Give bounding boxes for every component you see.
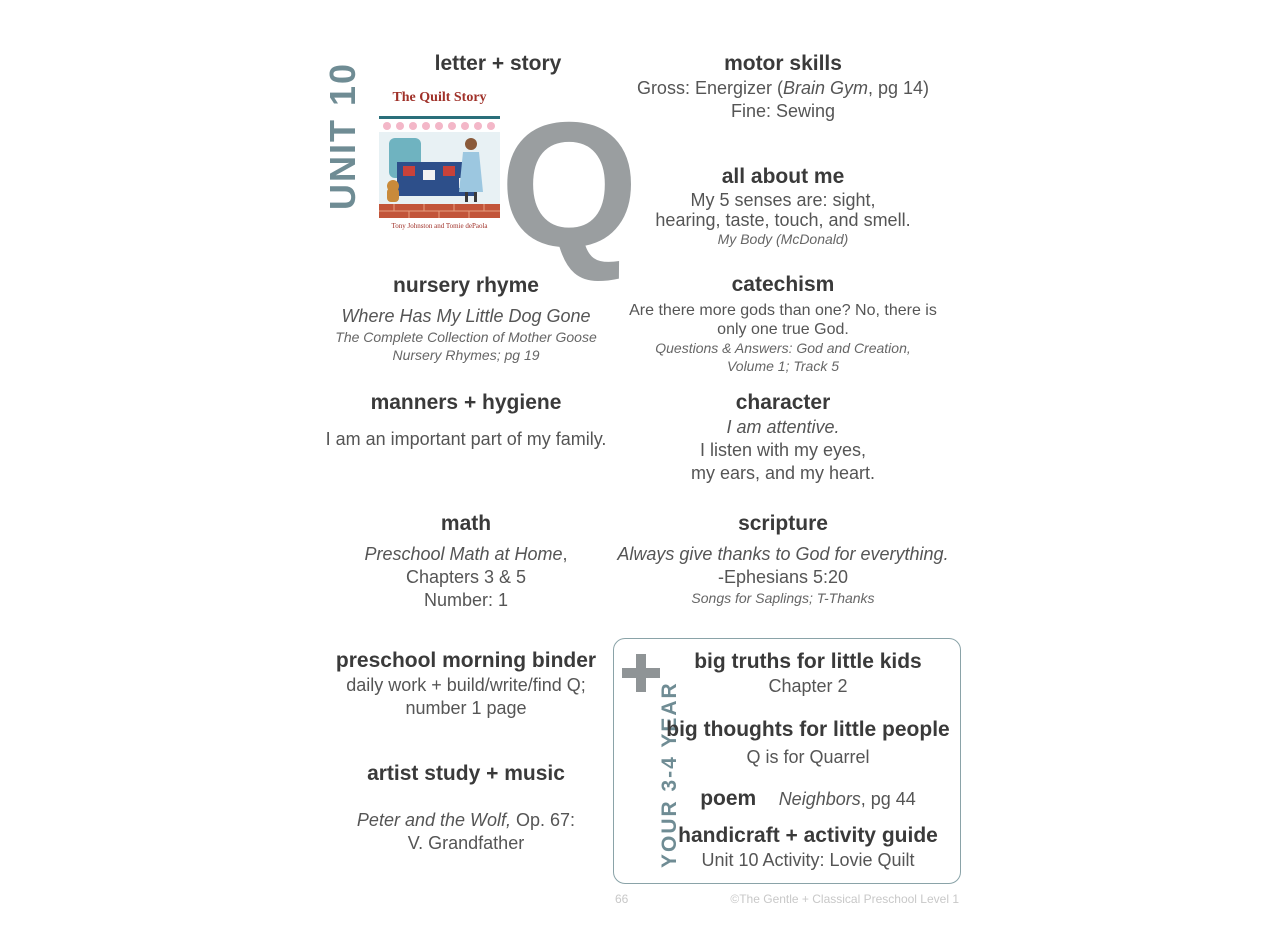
scripture-source: Songs for Saplings; T-Thanks <box>691 590 875 606</box>
three-four-year-label: YOUR 3-4 YEAR <box>658 681 681 868</box>
math-section <box>306 511 626 612</box>
motor-skills-gross: Gross: Energizer (Brain Gym, pg 14) <box>636 78 930 98</box>
featured-letter: Q <box>500 85 639 284</box>
poem-section <box>660 786 956 812</box>
scripture-heading: scripture <box>738 512 828 535</box>
big-thoughts-line1: Q is for Quarrel <box>746 747 870 767</box>
artist-section <box>306 761 626 855</box>
manners-line1: I am an important part of my family. <box>325 429 607 449</box>
scripture-section <box>608 511 958 607</box>
poem-heading: poem <box>700 787 757 810</box>
all-about-me-line2: hearing, taste, touch, and smell. <box>655 210 911 230</box>
all-about-me-line1: My 5 senses are: sight, <box>690 190 876 210</box>
catechism-heading: catechism <box>731 273 835 296</box>
nursery-rhyme-source2: Nursery Rhymes; pg 19 <box>392 347 540 363</box>
motor-skills-fine: Fine: Sewing <box>730 101 836 121</box>
binder-line1: daily work + build/write/find Q; <box>346 675 586 695</box>
math-heading: math <box>440 512 492 535</box>
catechism-source1: Questions & Answers: God and Creation, <box>655 340 911 356</box>
page-number: 66 <box>615 892 629 906</box>
nursery-rhyme-section <box>306 273 626 364</box>
math-line2: Chapters 3 & 5 <box>405 567 527 587</box>
catechism-section <box>618 272 948 375</box>
handicraft-section <box>660 823 956 872</box>
character-heading: character <box>735 391 831 414</box>
book-cover-authors: Tony Johnston and Tomie dePaola <box>391 222 488 230</box>
handicraft-heading: handicraft + activity guide <box>678 824 938 847</box>
all-about-me-heading: all about me <box>721 165 845 188</box>
poem-line1: Neighbors, pg 44 <box>778 789 916 809</box>
big-thoughts-heading: big thoughts for little people <box>666 718 950 741</box>
character-line1: I am attentive. <box>726 417 840 437</box>
math-line3: Number: 1 <box>423 590 509 610</box>
book-cover <box>379 88 500 234</box>
nursery-rhyme-heading: nursery rhyme <box>393 274 539 297</box>
nursery-rhyme-source1: The Complete Collection of Mother Goose <box>335 329 597 345</box>
book-cover-illustration <box>379 88 500 234</box>
catechism-line1: Are there more gods than one? No, there is <box>629 302 937 319</box>
character-section <box>618 390 948 485</box>
nursery-rhyme-title: Where Has My Little Dog Gone <box>341 306 591 326</box>
manners-heading: manners + hygiene <box>370 391 562 414</box>
motor-skills-section <box>618 51 948 123</box>
scripture-verse: Always give thanks to God for everything. <box>617 544 949 564</box>
binder-section <box>306 648 626 720</box>
catechism-line2: only one true God. <box>717 321 849 338</box>
character-line2: I listen with my eyes, <box>699 440 867 460</box>
binder-line2: number 1 page <box>405 698 527 718</box>
big-thoughts-section <box>660 717 956 769</box>
artist-line1: Peter and the Wolf, Op. 67: <box>356 810 576 830</box>
big-truths-section <box>660 649 956 698</box>
big-truths-line1: Chapter 2 <box>768 676 848 696</box>
character-line3: my ears, and my heart. <box>690 463 876 483</box>
binder-heading: preschool morning binder <box>335 649 597 672</box>
big-truths-heading: big truths for little kids <box>694 650 922 673</box>
artist-heading: artist study + music <box>367 762 565 785</box>
unit-label: UNIT 10 <box>322 61 363 210</box>
catechism-source2: Volume 1; Track 5 <box>726 358 840 374</box>
math-line1: Preschool Math at Home, <box>364 544 568 564</box>
artist-line2: V. Grandfather <box>407 833 525 853</box>
plus-icon <box>622 654 660 692</box>
all-about-me-section <box>618 164 948 248</box>
motor-skills-heading: motor skills <box>724 52 842 75</box>
handicraft-line1: Unit 10 Activity: Lovie Quilt <box>701 850 915 870</box>
letter-story-heading: letter + story <box>434 52 562 75</box>
copyright: ©The Gentle + Classical Preschool Level 1 <box>730 892 959 906</box>
manners-section <box>306 390 626 451</box>
scripture-reference: -Ephesians 5:20 <box>717 567 849 587</box>
book-cover-title: The Quilt Story <box>392 90 487 105</box>
all-about-me-source: My Body (McDonald) <box>717 231 849 247</box>
